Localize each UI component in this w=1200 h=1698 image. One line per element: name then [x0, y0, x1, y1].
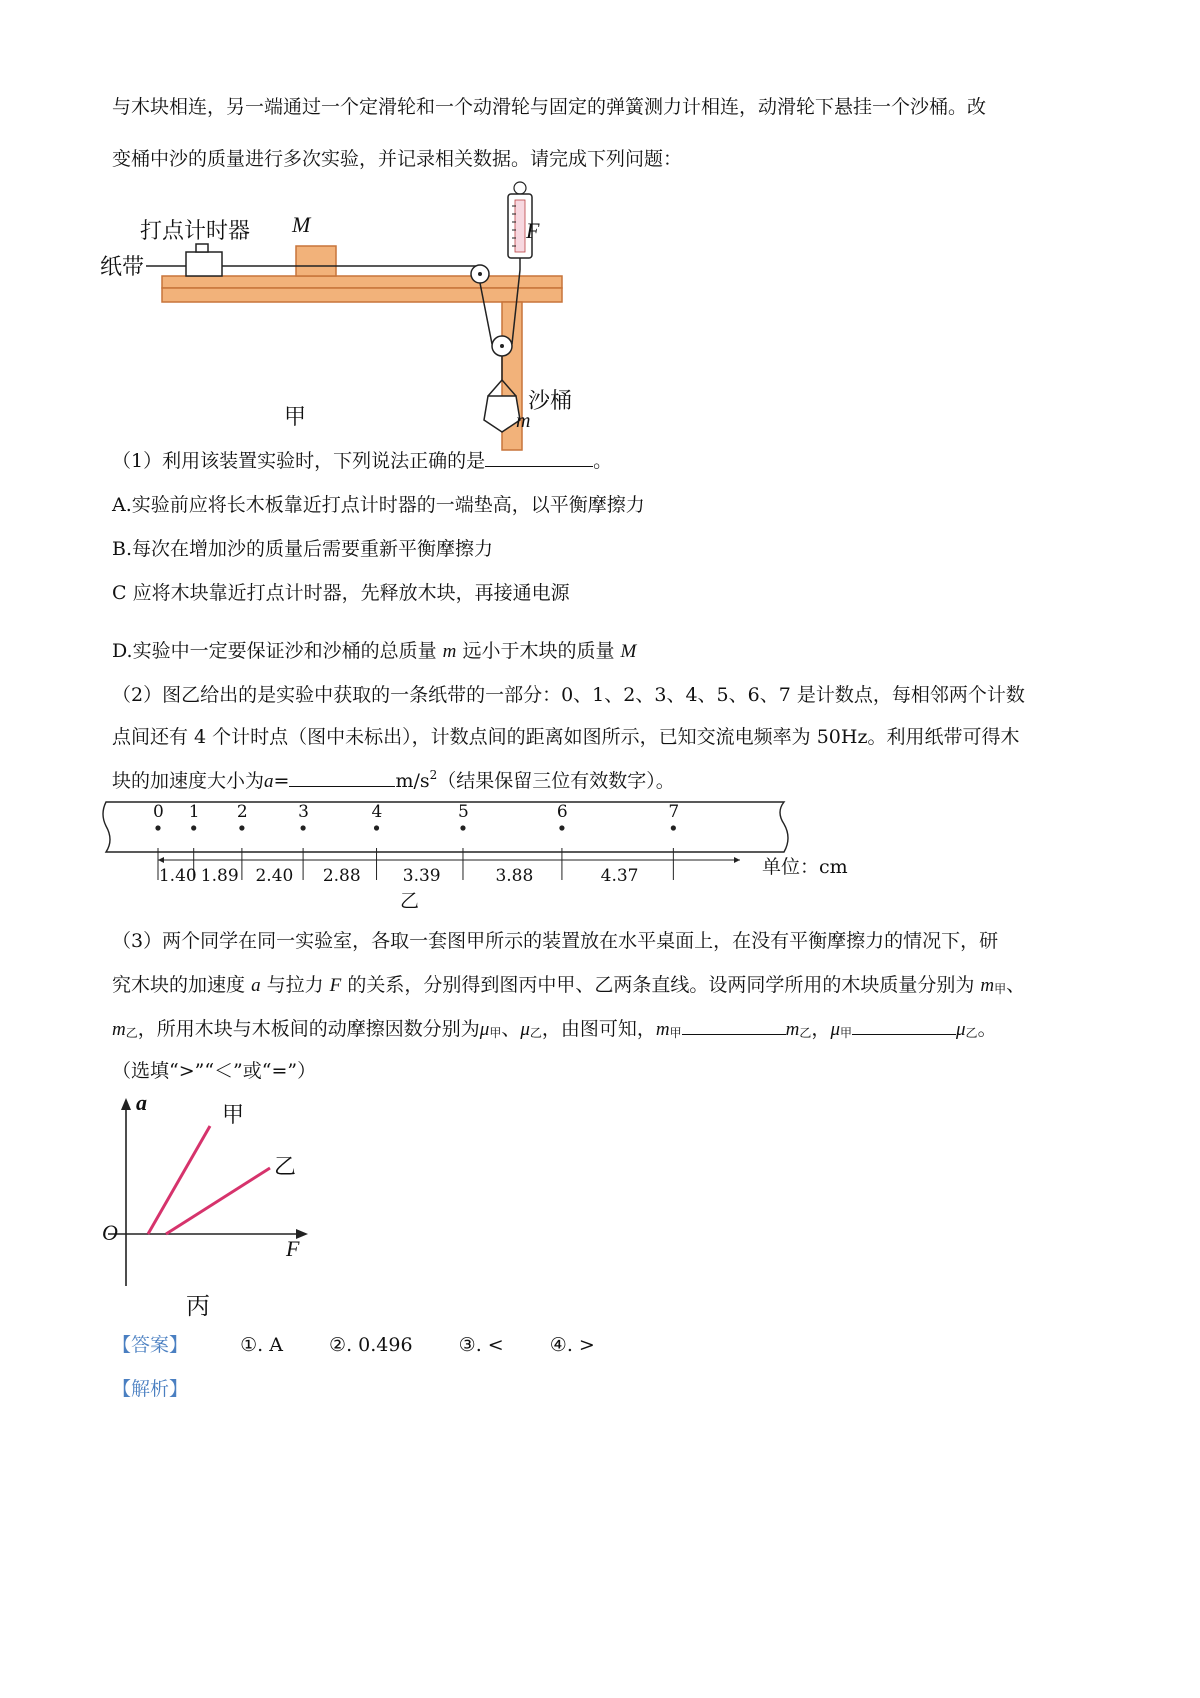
- bing-label-jia: 甲: [222, 1103, 245, 1128]
- tape-point-6: [559, 825, 564, 830]
- tape-point-label: 5: [457, 802, 469, 822]
- table-top: [162, 288, 562, 302]
- tape-point-label: 3: [298, 802, 309, 822]
- paper-tape: [103, 802, 788, 852]
- q2-line-1: （2）图乙给出的是实验中获取的一条纸带的一部分：0、1、2、3、4、5、6、7 是计数点，每相邻两个计数: [112, 684, 1025, 706]
- tape-distance-label: 1.89: [200, 866, 239, 886]
- tape-point-label: 0: [153, 802, 164, 822]
- timer-box: [186, 252, 222, 276]
- tape-distance-label: 1.40: [158, 866, 197, 886]
- answer-item-4: ④. >: [549, 1334, 595, 1356]
- answer-row: [112, 1330, 595, 1357]
- block-M: [296, 246, 336, 276]
- label-tape: 纸带: [100, 255, 145, 280]
- tape-point-4: [374, 825, 379, 830]
- analysis-label: 【解析】: [112, 1378, 189, 1400]
- tape-point-label: 4: [371, 802, 383, 822]
- bing-origin: O: [102, 1220, 118, 1245]
- q1-option-a: A.实验前应将长木板靠近打点计时器的一端垫高，以平衡摩擦力: [112, 494, 645, 516]
- tape-distance-label: 4.37: [600, 866, 639, 886]
- tape-point-label: 1: [188, 802, 200, 822]
- answer-item-3: ③. <: [458, 1334, 504, 1356]
- label-m: m: [516, 410, 531, 432]
- q3-line-2: 究木块的加速度 a 与拉力 F 的关系，分别得到图丙中甲、乙两条直线。设两同学所用的木块质量分别为 m甲、: [112, 974, 1026, 996]
- q1-stem: （1）利用该装置实验时，下列说法正确的是 。: [112, 446, 612, 473]
- q3-line-4: （选填“>”“＜”或“=”）: [112, 1060, 317, 1082]
- label-F: F: [526, 218, 540, 243]
- caption-yi: 乙: [400, 890, 420, 912]
- q3-line-3: m乙，所用木块与木板间的动摩擦因数分别为μ甲、μ乙，由图可知，m甲 m乙，μ甲 μ乙。: [112, 1014, 997, 1041]
- q2-line-2: 点间还有 4 个计时点（图中未标出），计数点间的距离如图所示，已知交流电频率为 50Hz。利用纸带可得木: [112, 726, 1020, 748]
- timer-knob: [196, 244, 208, 252]
- tape-distance-label: 3.39: [402, 866, 441, 886]
- axis-y-arrow: [121, 1098, 131, 1110]
- graph-line-jia: [148, 1126, 210, 1234]
- intro-line-2: 变桶中沙的质量进行多次实验，并记录相关数据。请完成下列问题：: [112, 148, 683, 170]
- figure-bing-graph: [100, 1096, 330, 1292]
- answer-item-2: ②. 0.496: [329, 1334, 413, 1356]
- tape-unit: 单位：cm: [762, 856, 848, 878]
- q1-option-b: B.每次在增加沙的质量后需要重新平衡摩擦力: [112, 538, 494, 560]
- tape-point-1: [191, 825, 196, 830]
- tape-point-5: [460, 825, 465, 830]
- bing-axis-x: F: [286, 1236, 300, 1261]
- label-bucket: 沙桶: [528, 389, 573, 414]
- bing-axis-y: a: [136, 1090, 147, 1115]
- q3-line-1: （3）两个同学在同一实验室，各取一套图甲所示的装置放在水平桌面上，在没有平衡摩擦力的情况下，研: [112, 930, 999, 952]
- tape-point-label: 2: [236, 802, 248, 822]
- answer-item-1: ①. A: [240, 1334, 283, 1356]
- intro-line-1: 与木块相连，另一端通过一个定滑轮和一个动滑轮与固定的弹簧测力计相连，动滑轮下悬挂一个沙桶。改: [112, 96, 987, 118]
- tape-point-7: [671, 825, 676, 830]
- q1-option-c: C 应将木块靠近打点计时器，先释放木块，再接通电源: [112, 582, 570, 604]
- tape-point-2: [239, 825, 244, 830]
- tape-point-0: [155, 825, 160, 830]
- label-M: M: [292, 212, 311, 237]
- tape-point-3: [300, 825, 305, 830]
- bing-label-yi: 乙: [274, 1155, 297, 1180]
- tape-distance-label: 2.40: [255, 866, 294, 886]
- tape-distance-label: 3.88: [495, 866, 534, 886]
- answer-label: 【答案】: [112, 1334, 189, 1356]
- board-top: [162, 276, 562, 288]
- caption-jia: 甲: [284, 405, 307, 430]
- caption-bing: 丙: [186, 1292, 210, 1320]
- label-timer: 打点计时器: [140, 219, 251, 244]
- tape-distance-label: 2.88: [322, 866, 361, 886]
- tape-point-label: 6: [556, 802, 568, 822]
- q2-line-3: 块的加速度大小为$a= m/s^2$（结果保留三位有效数字）。: [112, 768, 675, 792]
- q1-option-d: D.实验中一定要保证沙和沙桶的总质量 m 远小于木块的质量 M: [112, 640, 637, 662]
- tape-point-label: 7: [668, 802, 680, 822]
